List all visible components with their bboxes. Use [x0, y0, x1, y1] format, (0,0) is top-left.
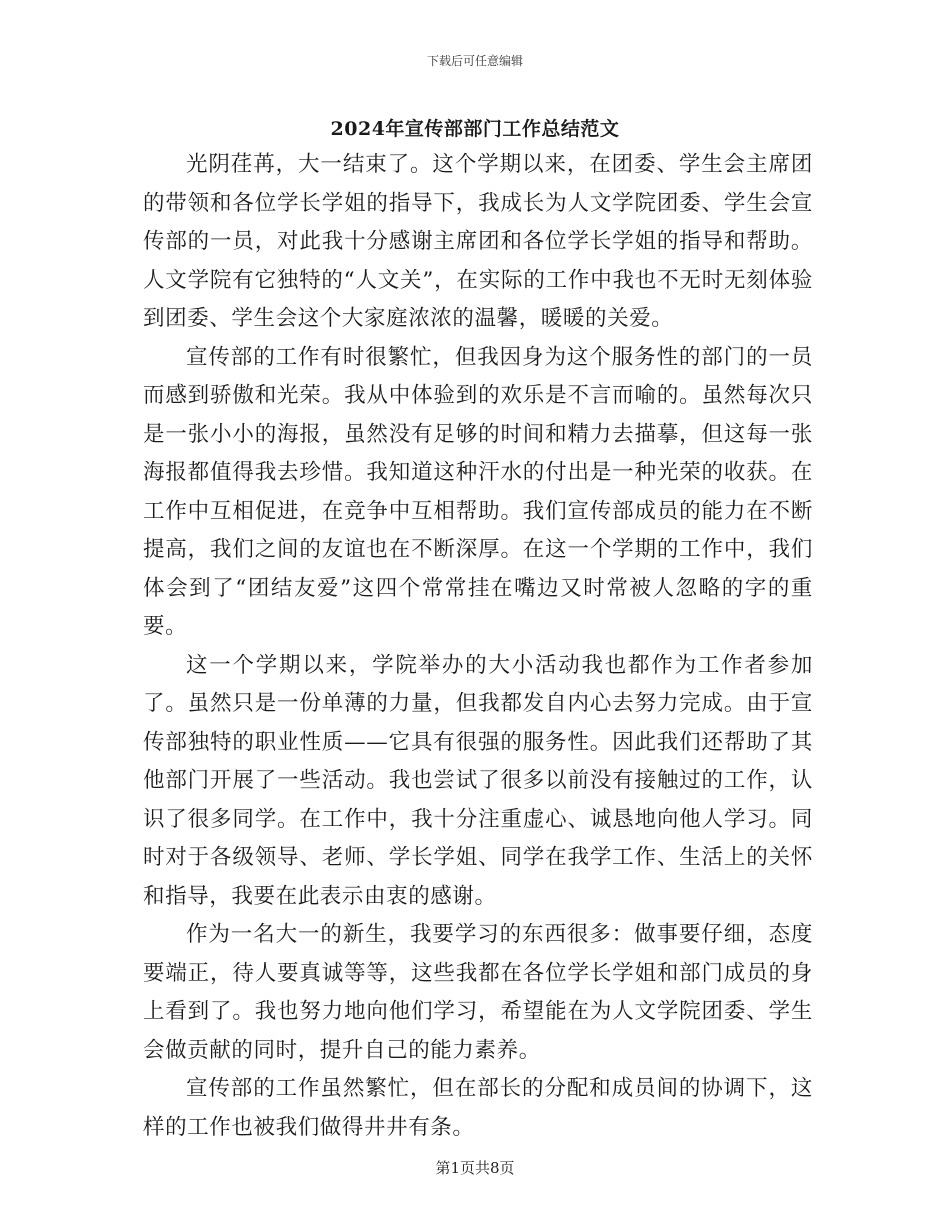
paragraph-3: 这一个学期以来，学院举办的大小活动我也都作为工作者参加了。虽然只是一份单薄的力量，但我都发自内心去努力完成。由于宣传部独特的职业性质——它具有很强的服务性。因此我们还帮助了其他部门开展了一些活动。我也尝试了很多以前没有接触过的工作，认识了很多同学。在工作中，我十分注重虚心、诚恳地向他人学习。同时对于各级领导、老师、学长学姐、同学在我学工作、生活上的关怀和指导，我要在此表示由衷的感谢。: [143, 652, 813, 909]
paragraph-2: 宣传部的工作有时很繁忙，但我因身为这个服务性的部门的一员而感到骄傲和光荣。我从中体验到的欢乐是不言而喻的。虽然每次只是一张小小的海报，虽然没有足够的时间和精力去描摹，但这每一张海报都值得我去珍惜。我知道这种汗水的付出是一种光荣的收获。在工作中互相促进，在竞争中互相帮助。我们宣传部成员的能力在不断提高，我们之间的友谊也在不断深厚。在这一个学期的工作中，我们体会到了“团结友爱”这四个常常挂在嘴边又时常被人忽略的字的重要。: [143, 344, 813, 639]
document-title: 2024年宣传部部门工作总结范文: [330, 118, 620, 140]
document-body: [143, 146, 813, 1147]
paragraph-5: 宣传部的工作虽然繁忙，但在部长的分配和成员间的协调下，这样的工作也被我们做得井井有条。: [143, 1076, 813, 1140]
paragraph-4: 作为一名大一的新生，我要学习的东西很多：做事要仔细，态度要端正，待人要真诚等等，这些我都在各位学长学姐和部门成员的身上看到了。我也努力地向他们学习，希望能在为人文学院团委、学生会做贡献的同时，提升自己的能力素养。: [143, 922, 813, 1063]
page-number: 第1页共8页: [435, 1159, 515, 1177]
paragraph-1: 光阴荏苒，大一结束了。这个学期以来，在团委、学生会主席团的带领和各位学长学姐的指导下，我成长为人文学院团委、学生会宣传部的一员，对此我十分感谢主席团和各位学长学姐的指导和帮助。人文学院有它独特的“人文关”，在实际的工作中我也不无时无刻体验到团委、学生会这个大家庭浓浓的温馨，暖暖的关爱。: [143, 152, 813, 331]
page-header-note: 下载后可任意编辑: [426, 54, 523, 68]
